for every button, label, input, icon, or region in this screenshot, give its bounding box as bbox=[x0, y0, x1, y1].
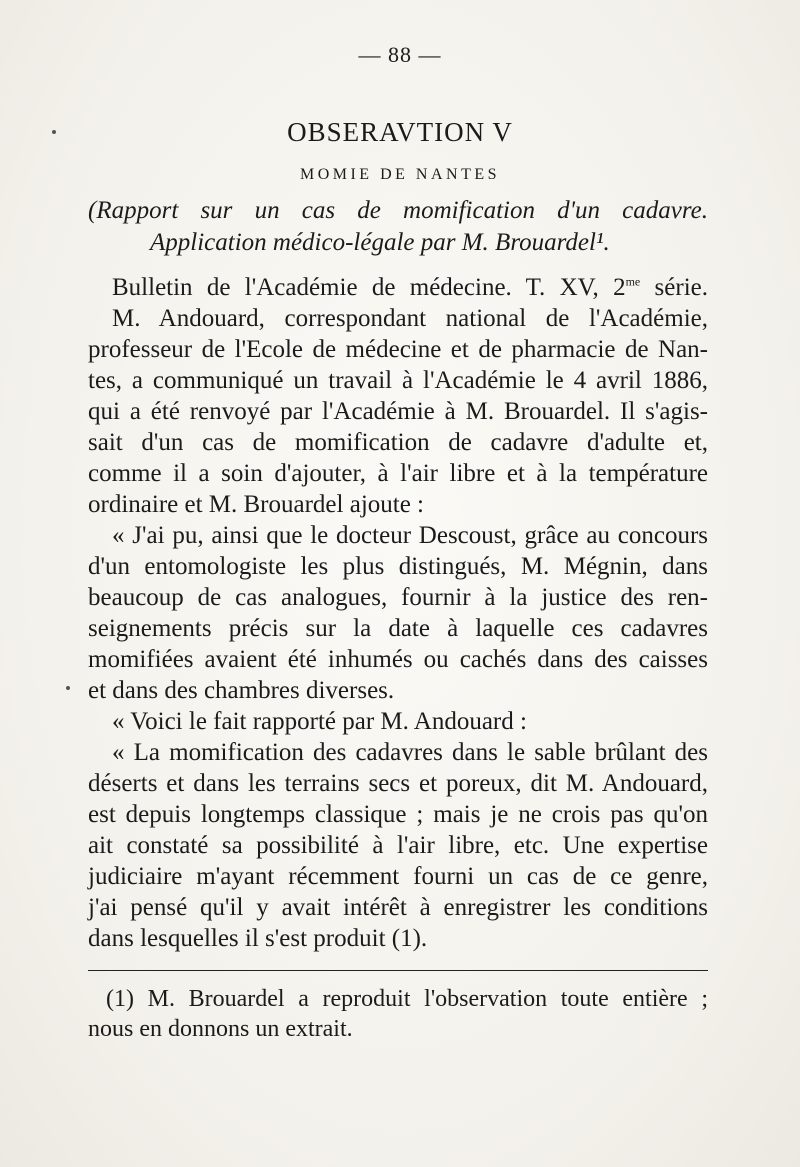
body-line: ait constaté sa possibilité à l'air libre, etc. Une expertise bbox=[88, 832, 708, 859]
body-line: M. Andouard, correspondant national de l'Académie, bbox=[112, 305, 708, 332]
body-line: dans lesquelles il s'est produit (1). bbox=[88, 925, 428, 952]
footnote-divider bbox=[88, 970, 708, 971]
body-line: seignements précis sur la date à laquelle ces cadavres bbox=[88, 615, 708, 642]
body-line: d'un entomologiste les plus distingués, M. Mégnin, dans bbox=[88, 553, 708, 580]
ink-speck bbox=[66, 686, 70, 690]
body-line: est depuis longtemps classique ; mais je ne crois pas qu'on bbox=[88, 801, 708, 828]
bulletin-superscript: me bbox=[625, 274, 641, 289]
observation-title: OBSERAVTION V bbox=[287, 117, 513, 147]
bulletin-text: Bulletin de l'Académie de médecine. T. XV, 2 bbox=[112, 274, 626, 301]
body-line: déserts et dans les terrains secs et poreux, dit M. Andouard, bbox=[88, 770, 708, 797]
page-number: — 88 — bbox=[358, 42, 442, 67]
report-title-line-1: (Rapport sur un cas de momification d'un cadavre. bbox=[88, 197, 708, 224]
body-line: « J'ai pu, ainsi que le docteur Descoust, grâce au concours bbox=[112, 522, 708, 549]
body-line: et dans des chambres diverses. bbox=[88, 677, 395, 704]
body-line: ordinaire et M. Brouardel ajoute : bbox=[88, 491, 424, 518]
body-line: « Voici le fait rapporté par M. Andouard : bbox=[112, 708, 527, 735]
body-line: qui a été renvoyé par l'Académie à M. Brouardel. Il s'agis- bbox=[88, 398, 708, 425]
bulletin-reference bbox=[112, 273, 708, 303]
observation-subtitle: MOMIE DE NANTES bbox=[299, 166, 501, 183]
body-line: tes, a communiqué un travail à l'Académie le 4 avril 1886, bbox=[88, 367, 708, 394]
footnote-line: (1) M. Brouardel a reproduit l'observation toute entière ; bbox=[106, 986, 708, 1012]
bulletin-text-end: série. bbox=[640, 274, 709, 301]
body-line: sait d'un cas de momification de cadavre d'adulte et, bbox=[88, 429, 708, 456]
body-line: comme il a soin d'ajouter, à l'air libre et à la température bbox=[88, 460, 708, 487]
body-line: momifiées avaient été inhumés ou cachés dans des caisses bbox=[88, 646, 708, 673]
report-title-line-2: Application médico-légale par M. Brouardel¹. bbox=[150, 229, 610, 256]
body-line: beaucoup de cas analogues, fournir à la justice des ren- bbox=[88, 584, 708, 611]
body-line: « La momification des cadavres dans le sable brûlant des bbox=[112, 739, 708, 766]
body-line: judiciaire m'ayant récemment fourni un cas de ce genre, bbox=[88, 863, 708, 890]
body-line: j'ai pensé qu'il y avait intérêt à enregistrer les conditions bbox=[88, 894, 708, 921]
footnote-line: nous en donnons un extrait. bbox=[88, 1016, 353, 1042]
ink-speck bbox=[52, 130, 56, 134]
body-line: professeur de l'Ecole de médecine et de pharmacie de Nan- bbox=[88, 336, 708, 363]
